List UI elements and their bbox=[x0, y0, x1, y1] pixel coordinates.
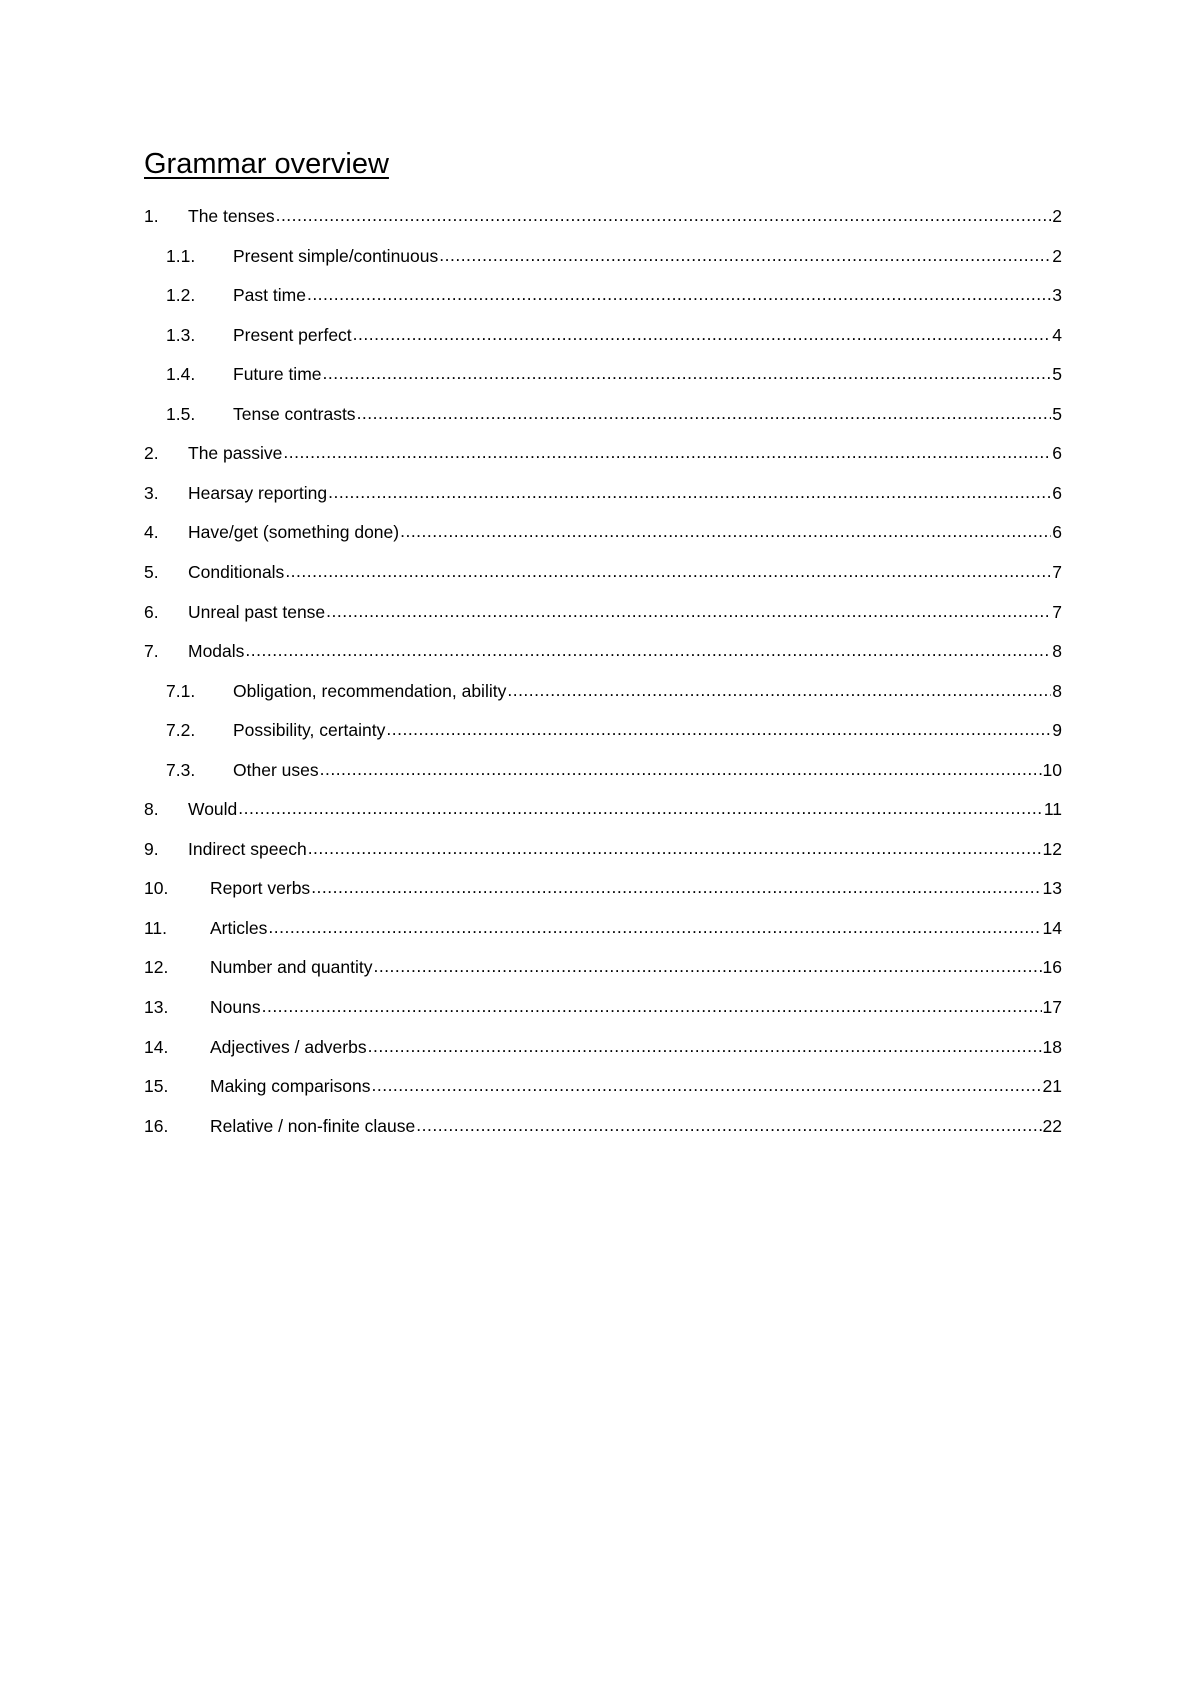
toc-entry-number: 13. bbox=[144, 997, 169, 1017]
toc-entry-page: 21 bbox=[1042, 1076, 1062, 1096]
document-title: Grammar overview bbox=[144, 148, 389, 180]
toc-entry-page: 22 bbox=[1042, 1116, 1062, 1136]
toc-entry-number: 5. bbox=[144, 562, 159, 582]
toc-dot-leader bbox=[357, 400, 1052, 426]
toc-dot-leader bbox=[439, 242, 1051, 268]
toc-entry-label: Possibility, certainty bbox=[233, 720, 386, 740]
toc-entry-page: 13 bbox=[1042, 878, 1062, 898]
toc-dot-leader bbox=[326, 598, 1051, 624]
toc-entry-number: 7.3. bbox=[166, 760, 196, 780]
toc-entry-number: 1.5. bbox=[166, 404, 196, 424]
toc-dot-leader bbox=[371, 1072, 1041, 1098]
toc-entry-number: 10. bbox=[144, 878, 169, 898]
toc-entry-page: 4 bbox=[1052, 325, 1062, 345]
toc-dot-leader bbox=[308, 835, 1042, 861]
toc-entry-page: 9 bbox=[1052, 720, 1062, 740]
toc-entry[interactable] bbox=[166, 322, 1062, 348]
toc-entry-number: 1.4. bbox=[166, 364, 196, 384]
toc-entry-number: 9. bbox=[144, 839, 159, 859]
toc-entry[interactable] bbox=[144, 440, 1062, 466]
toc-dot-leader bbox=[368, 1033, 1042, 1059]
toc-entry[interactable] bbox=[144, 559, 1062, 585]
toc-entry-label: Present perfect bbox=[233, 325, 352, 345]
toc-entry[interactable] bbox=[144, 599, 1062, 625]
toc-entry-label: The tenses bbox=[188, 206, 275, 226]
toc-entry-label: Present simple/continuous bbox=[233, 246, 439, 266]
toc-dot-leader bbox=[323, 360, 1052, 386]
toc-entry[interactable] bbox=[144, 836, 1062, 862]
toc-dot-leader bbox=[268, 914, 1041, 940]
toc-entry-number: 4. bbox=[144, 522, 159, 542]
toc-entry-page: 6 bbox=[1052, 483, 1062, 503]
toc-entry-label: Nouns bbox=[210, 997, 261, 1017]
toc-entry-number: 7. bbox=[144, 641, 159, 661]
toc-entry-number: 7.1. bbox=[166, 681, 196, 701]
toc-entry-number: 3. bbox=[144, 483, 159, 503]
toc-entry-page: 16 bbox=[1042, 957, 1062, 977]
toc-dot-leader bbox=[386, 716, 1051, 742]
toc-entry-label: Making comparisons bbox=[210, 1076, 371, 1096]
toc-entry-label: Modals bbox=[188, 641, 245, 661]
toc-dot-leader bbox=[285, 558, 1051, 584]
toc-entry-label: Past time bbox=[233, 285, 306, 305]
toc-entry-page: 11 bbox=[1043, 799, 1062, 819]
toc-entry-page: 7 bbox=[1052, 602, 1062, 622]
toc-entry-label: Adjectives / adverbs bbox=[210, 1037, 367, 1057]
toc-entry[interactable] bbox=[144, 480, 1062, 506]
toc-entry[interactable] bbox=[144, 638, 1062, 664]
toc-entry-label: The passive bbox=[188, 443, 283, 463]
toc-dot-leader bbox=[507, 677, 1051, 703]
toc-entry-number: 8. bbox=[144, 799, 159, 819]
toc-entry-page: 18 bbox=[1042, 1037, 1062, 1057]
toc-entry-number: 16. bbox=[144, 1116, 169, 1136]
toc-dot-leader bbox=[320, 756, 1042, 782]
toc-entry-number: 1. bbox=[144, 206, 159, 226]
toc-dot-leader bbox=[328, 479, 1051, 505]
toc-entry[interactable] bbox=[144, 1034, 1062, 1060]
toc-entry-label: Report verbs bbox=[210, 878, 311, 898]
toc-entry-page: 12 bbox=[1042, 839, 1062, 859]
toc-entry-label: Future time bbox=[233, 364, 322, 384]
toc-entry-number: 15. bbox=[144, 1076, 169, 1096]
toc-dot-leader bbox=[400, 518, 1051, 544]
toc-entry-number: 7.2. bbox=[166, 720, 196, 740]
toc-entry[interactable] bbox=[144, 203, 1062, 229]
toc-entry-label: Other uses bbox=[233, 760, 319, 780]
toc-entry-number: 1.2. bbox=[166, 285, 196, 305]
toc-entry[interactable] bbox=[166, 678, 1062, 704]
toc-entry-label: Obligation, recommendation, ability bbox=[233, 681, 507, 701]
toc-entry[interactable] bbox=[166, 401, 1062, 427]
toc-entry-page: 5 bbox=[1052, 404, 1062, 424]
toc-entry-number: 2. bbox=[144, 443, 159, 463]
toc-entry-page: 6 bbox=[1052, 522, 1062, 542]
toc-entry-page: 8 bbox=[1052, 641, 1062, 661]
toc-entry-number: 1.1. bbox=[166, 246, 196, 266]
toc-entry[interactable] bbox=[144, 1073, 1062, 1099]
toc-entry-label: Relative / non-finite clause bbox=[210, 1116, 416, 1136]
toc-entry-page: 2 bbox=[1052, 246, 1062, 266]
toc-entry-label: Have/get (something done) bbox=[188, 522, 400, 542]
toc-entry[interactable] bbox=[144, 954, 1062, 980]
toc-dot-leader bbox=[238, 795, 1043, 821]
toc-entry-page: 7 bbox=[1052, 562, 1062, 582]
toc-entry[interactable] bbox=[166, 757, 1062, 783]
toc-dot-leader bbox=[373, 953, 1041, 979]
toc-entry-label: Conditionals bbox=[188, 562, 285, 582]
toc-entry-label: Unreal past tense bbox=[188, 602, 326, 622]
toc-dot-leader bbox=[353, 321, 1052, 347]
toc-entry-number: 1.3. bbox=[166, 325, 196, 345]
toc-entry[interactable] bbox=[166, 282, 1062, 308]
toc-entry-page: 5 bbox=[1052, 364, 1062, 384]
toc-entry-page: 8 bbox=[1052, 681, 1062, 701]
toc-entry[interactable] bbox=[144, 1113, 1062, 1139]
toc-dot-leader bbox=[276, 202, 1052, 228]
toc-dot-leader bbox=[416, 1112, 1041, 1138]
toc-entry-number: 6. bbox=[144, 602, 159, 622]
toc-entry-label: Articles bbox=[210, 918, 268, 938]
toc-entry[interactable] bbox=[166, 717, 1062, 743]
toc-dot-leader bbox=[307, 281, 1051, 307]
toc-dot-leader bbox=[262, 993, 1042, 1019]
toc-entry-number: 14. bbox=[144, 1037, 169, 1057]
toc-dot-leader bbox=[311, 874, 1041, 900]
toc-entry[interactable] bbox=[166, 243, 1062, 269]
toc-entry-page: 10 bbox=[1042, 760, 1062, 780]
toc-entry[interactable] bbox=[144, 915, 1062, 941]
toc-entry-number: 12. bbox=[144, 957, 169, 977]
toc-dot-leader bbox=[283, 439, 1051, 465]
toc-entry-label: Would bbox=[188, 799, 238, 819]
toc-entry[interactable] bbox=[144, 519, 1062, 545]
toc-entry[interactable] bbox=[144, 875, 1062, 901]
toc-entry[interactable] bbox=[166, 361, 1062, 387]
toc-entry-page: 6 bbox=[1052, 443, 1062, 463]
toc-entry-page: 2 bbox=[1052, 206, 1062, 226]
toc-entry-label: Tense contrasts bbox=[233, 404, 356, 424]
toc-entry-label: Indirect speech bbox=[188, 839, 307, 859]
toc-entry[interactable] bbox=[144, 994, 1062, 1020]
toc-entry-number: 11. bbox=[144, 918, 168, 938]
toc-entry-label: Number and quantity bbox=[210, 957, 373, 977]
toc-entry[interactable] bbox=[144, 796, 1062, 822]
toc-entry-label: Hearsay reporting bbox=[188, 483, 328, 503]
toc-entry-page: 17 bbox=[1042, 997, 1062, 1017]
toc-entry-page: 3 bbox=[1052, 285, 1062, 305]
toc-entry-page: 14 bbox=[1042, 918, 1062, 938]
toc-dot-leader bbox=[245, 637, 1051, 663]
